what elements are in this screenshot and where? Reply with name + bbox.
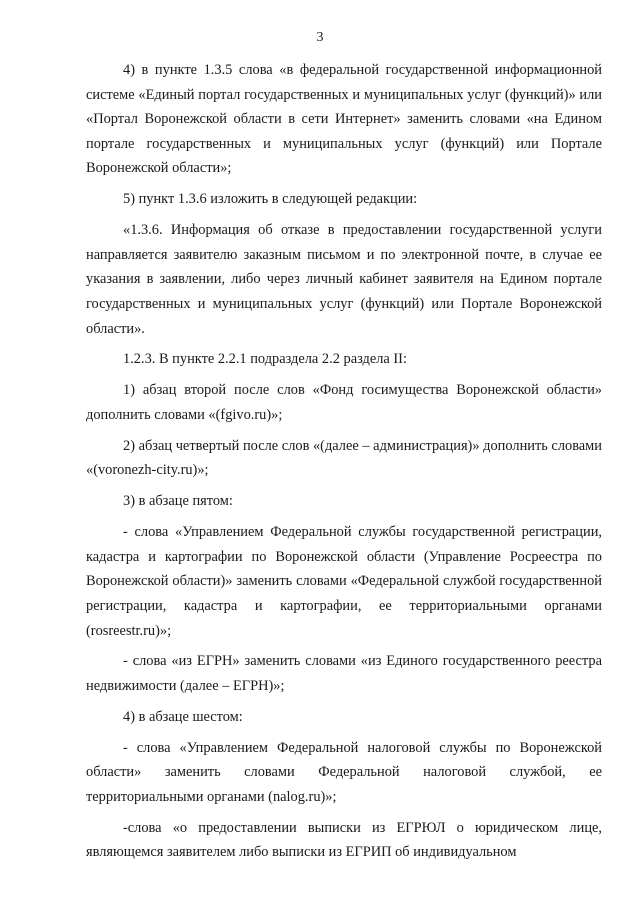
paragraph-item-5-clause-1-3-6: 5) пункт 1.3.6 изложить в следующей редакции: bbox=[123, 191, 418, 208]
paragraph-tax-service-replacement: - слова «Управлением Федеральной налоговой службы по Воронежской области» заменить словами Федеральной налоговой службой, ее территориальными органами (nalog.ru)»; bbox=[86, 739, 602, 805]
paragraph-egrul-extract: -слова «о предоставлении выписки из ЕГРЮЛ о юридическом лице, являющемся заявителем либо выписки из ЕГРИП об индивидуальном bbox=[86, 819, 602, 861]
paragraph-rosreestr-replacement: - слова «Управлением Федеральной службы государственной регистрации, кадастра и картографии по Воронежской области (Управление Росреестра по Воронежской области)» заменить словами «Федеральной службой государственной регистрации, кадастра и картографии, ее территориальными органами (rosreestr.ru)»; bbox=[86, 524, 602, 639]
paragraph-item-4-clause-1-3-5: 4) в пункте 1.3.5 слова «в федеральной государственной информационной системе «Единый портал государственных и муниципальных услуг (функций)» или «Портал Воронежской области в сети Интернет» заменить словами «на Едином портале государственных и муниципальных услуг (функций) или Портале Воронежской области»; bbox=[86, 62, 602, 177]
paragraph-subitem-2: 2) абзац четвертый после слов «(далее – администрация)» дополнить словами «(voronezh-city.ru)»; bbox=[86, 437, 602, 479]
paragraph-quoted-clause-1-3-6: «1.3.6. Информация об отказе в предоставлении государственной услуги направляется заявителю заказным письмом и по электронной почте, в случае ее указания в заявлении, либо через личный кабинет заявителя на Едином портале государственных и муниципальных услуг (функций) или Портале Воронежской области». bbox=[86, 222, 602, 337]
paragraph-egrn-replacement: - слова «из ЕГРН» заменить словами «из Единого государственного реестра недвижимости (далее – ЕГРН)»; bbox=[86, 653, 602, 695]
paragraph-section-1-2-3: 1.2.3. В пункте 2.2.1 подраздела 2.2 раздела II: bbox=[123, 351, 407, 368]
document-body bbox=[86, 58, 602, 871]
paragraph-subitem-3: 3) в абзаце пятом: bbox=[123, 493, 233, 510]
page-number: 3 bbox=[316, 30, 324, 45]
paragraph-subitem-4: 4) в абзаце шестом: bbox=[123, 708, 243, 725]
paragraph-subitem-1: 1) абзац второй после слов «Фонд госимущества Воронежской области» дополнить словами «(fgivo.ru)»; bbox=[86, 382, 602, 423]
